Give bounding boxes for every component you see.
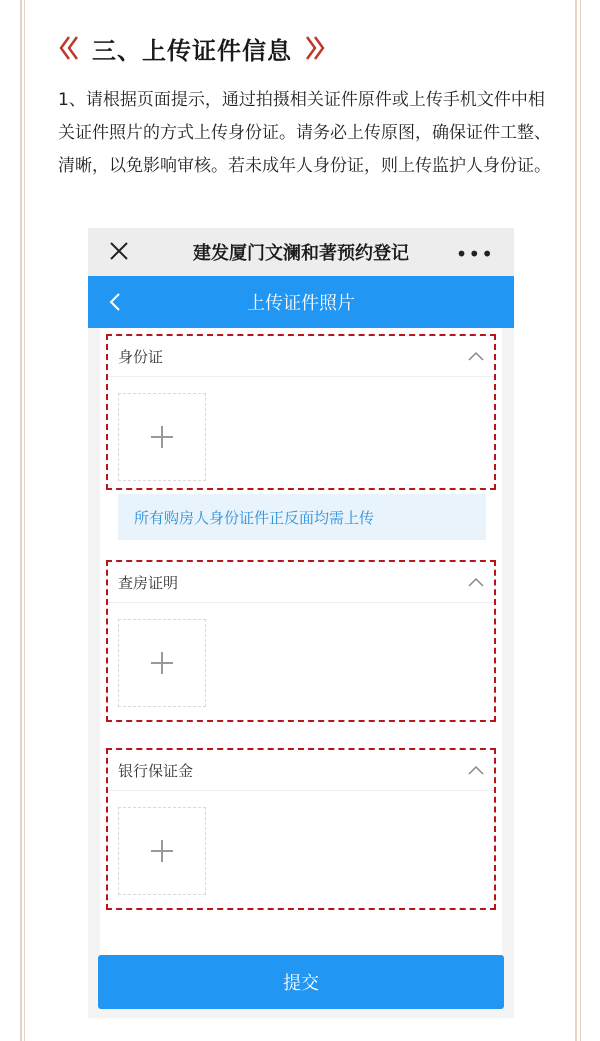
nav-bar bbox=[88, 276, 514, 328]
card-header[interactable] bbox=[108, 562, 494, 603]
chevron-up-icon[interactable] bbox=[468, 351, 484, 361]
frame-line-right-inner bbox=[580, 0, 581, 1041]
upload-notice: 所有购房人身份证件正反面均需上传 bbox=[118, 494, 486, 540]
plus-icon bbox=[149, 838, 175, 864]
app-title: 建发厦门文澜和著预约登记 bbox=[193, 243, 409, 264]
double-chevron-left-icon bbox=[58, 34, 82, 62]
upload-card-house-proof bbox=[106, 560, 496, 722]
section-header bbox=[58, 28, 326, 68]
upload-card-bank-deposit bbox=[106, 748, 496, 910]
card-label: 查房证明 bbox=[118, 573, 179, 592]
chevron-up-icon[interactable] bbox=[468, 577, 484, 587]
card-label: 身份证 bbox=[118, 347, 164, 366]
double-chevron-right-icon bbox=[302, 34, 326, 62]
more-icon[interactable]: ••• bbox=[455, 242, 494, 266]
frame-line-left bbox=[20, 0, 22, 1041]
instructions-text: 1、请根据页面提示，通过拍摄相关证件原件或上传手机文件中相关证件照片的方式上传身份证。请务必上传原图，确保证件工整、清晰，以免影响审核。若未成年人身份证，则上传监护人身份证。 bbox=[58, 90, 551, 176]
upload-button-house-proof[interactable] bbox=[118, 619, 206, 707]
card-header[interactable] bbox=[108, 336, 494, 377]
plus-icon bbox=[149, 650, 175, 676]
back-icon[interactable] bbox=[108, 292, 122, 312]
chevron-up-icon[interactable] bbox=[468, 765, 484, 775]
upload-form bbox=[100, 328, 502, 958]
close-icon[interactable] bbox=[108, 240, 130, 262]
app-top-bar bbox=[88, 228, 514, 276]
upload-button-id[interactable] bbox=[118, 393, 206, 481]
card-header[interactable] bbox=[108, 750, 494, 791]
nav-title: 上传证件照片 bbox=[247, 293, 355, 314]
plus-icon bbox=[149, 424, 175, 450]
card-label: 银行保证金 bbox=[118, 761, 194, 780]
submit-button[interactable]: 提交 bbox=[98, 955, 504, 1009]
upload-button-bank-deposit[interactable] bbox=[118, 807, 206, 895]
phone-screenshot bbox=[88, 228, 514, 1018]
frame-line-right bbox=[575, 0, 577, 1041]
upload-card-id bbox=[106, 334, 496, 490]
section-title: 三、上传证件信息 bbox=[92, 36, 292, 65]
frame-line-left-inner bbox=[24, 0, 25, 1041]
